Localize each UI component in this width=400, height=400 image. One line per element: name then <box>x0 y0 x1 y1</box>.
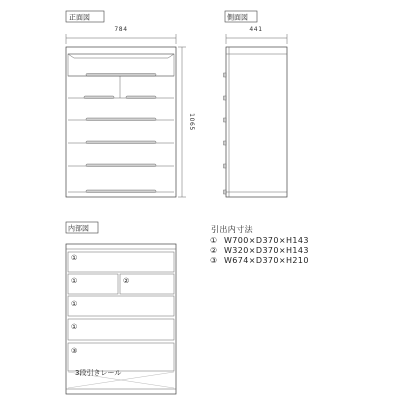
spec-title: 引出内寸法 <box>211 225 253 234</box>
front-handle <box>86 118 156 121</box>
interior-drawer-mark: ③ <box>71 347 78 355</box>
interior-drawer-mark: ② <box>123 277 130 285</box>
front-handle <box>86 164 156 167</box>
interior-rail-note: 3段引きレール <box>75 369 122 377</box>
interior-drawer-box <box>68 296 174 316</box>
interior-view-label: 内部図 <box>68 224 89 233</box>
side-handle <box>224 190 227 194</box>
side-handle <box>224 164 227 168</box>
front-height-value: 1065 <box>188 113 195 131</box>
interior-drawer-mark: ① <box>71 277 78 285</box>
interior-drawer-box <box>68 343 174 371</box>
front-view-label: 正面図 <box>69 13 90 22</box>
front-top-frame <box>68 54 174 76</box>
spec-mark: ③ <box>210 256 218 265</box>
front-height-dimension <box>178 47 195 197</box>
side-handle <box>224 141 227 145</box>
front-view <box>66 11 195 197</box>
side-view-label: 側面図 <box>227 13 248 22</box>
front-top-bevel <box>68 54 174 58</box>
interior-drawer-box <box>68 319 174 340</box>
side-handle <box>224 73 227 77</box>
front-width-dimension <box>66 26 176 44</box>
side-cabinet-outline <box>226 47 287 197</box>
front-handle <box>86 141 156 144</box>
side-view <box>224 11 288 197</box>
front-handle <box>86 74 156 77</box>
front-width-value: 784 <box>114 26 128 33</box>
side-depth-dimension <box>226 26 287 44</box>
spec-dimensions: W674×D370×H210 <box>224 256 309 265</box>
interior-drawer-mark: ① <box>71 300 78 308</box>
spec-mark: ② <box>210 246 218 255</box>
front-handle <box>84 96 114 99</box>
interior-drawer-mark: ① <box>71 323 78 331</box>
side-handle <box>224 118 227 122</box>
spec-dimensions: W700×D370×H143 <box>224 236 309 245</box>
side-depth-value: 441 <box>249 26 263 33</box>
spec-dimensions: W320×D370×H143 <box>224 246 309 255</box>
front-handle <box>126 96 156 99</box>
drawer-spec-list <box>210 224 309 265</box>
interior-drawer-mark: ① <box>71 254 78 262</box>
side-handle <box>224 96 227 100</box>
interior-view <box>66 222 176 394</box>
front-cabinet-outline <box>66 47 176 197</box>
spec-mark: ① <box>210 236 218 245</box>
front-handle <box>86 190 156 193</box>
interior-drawer-box <box>68 252 174 272</box>
